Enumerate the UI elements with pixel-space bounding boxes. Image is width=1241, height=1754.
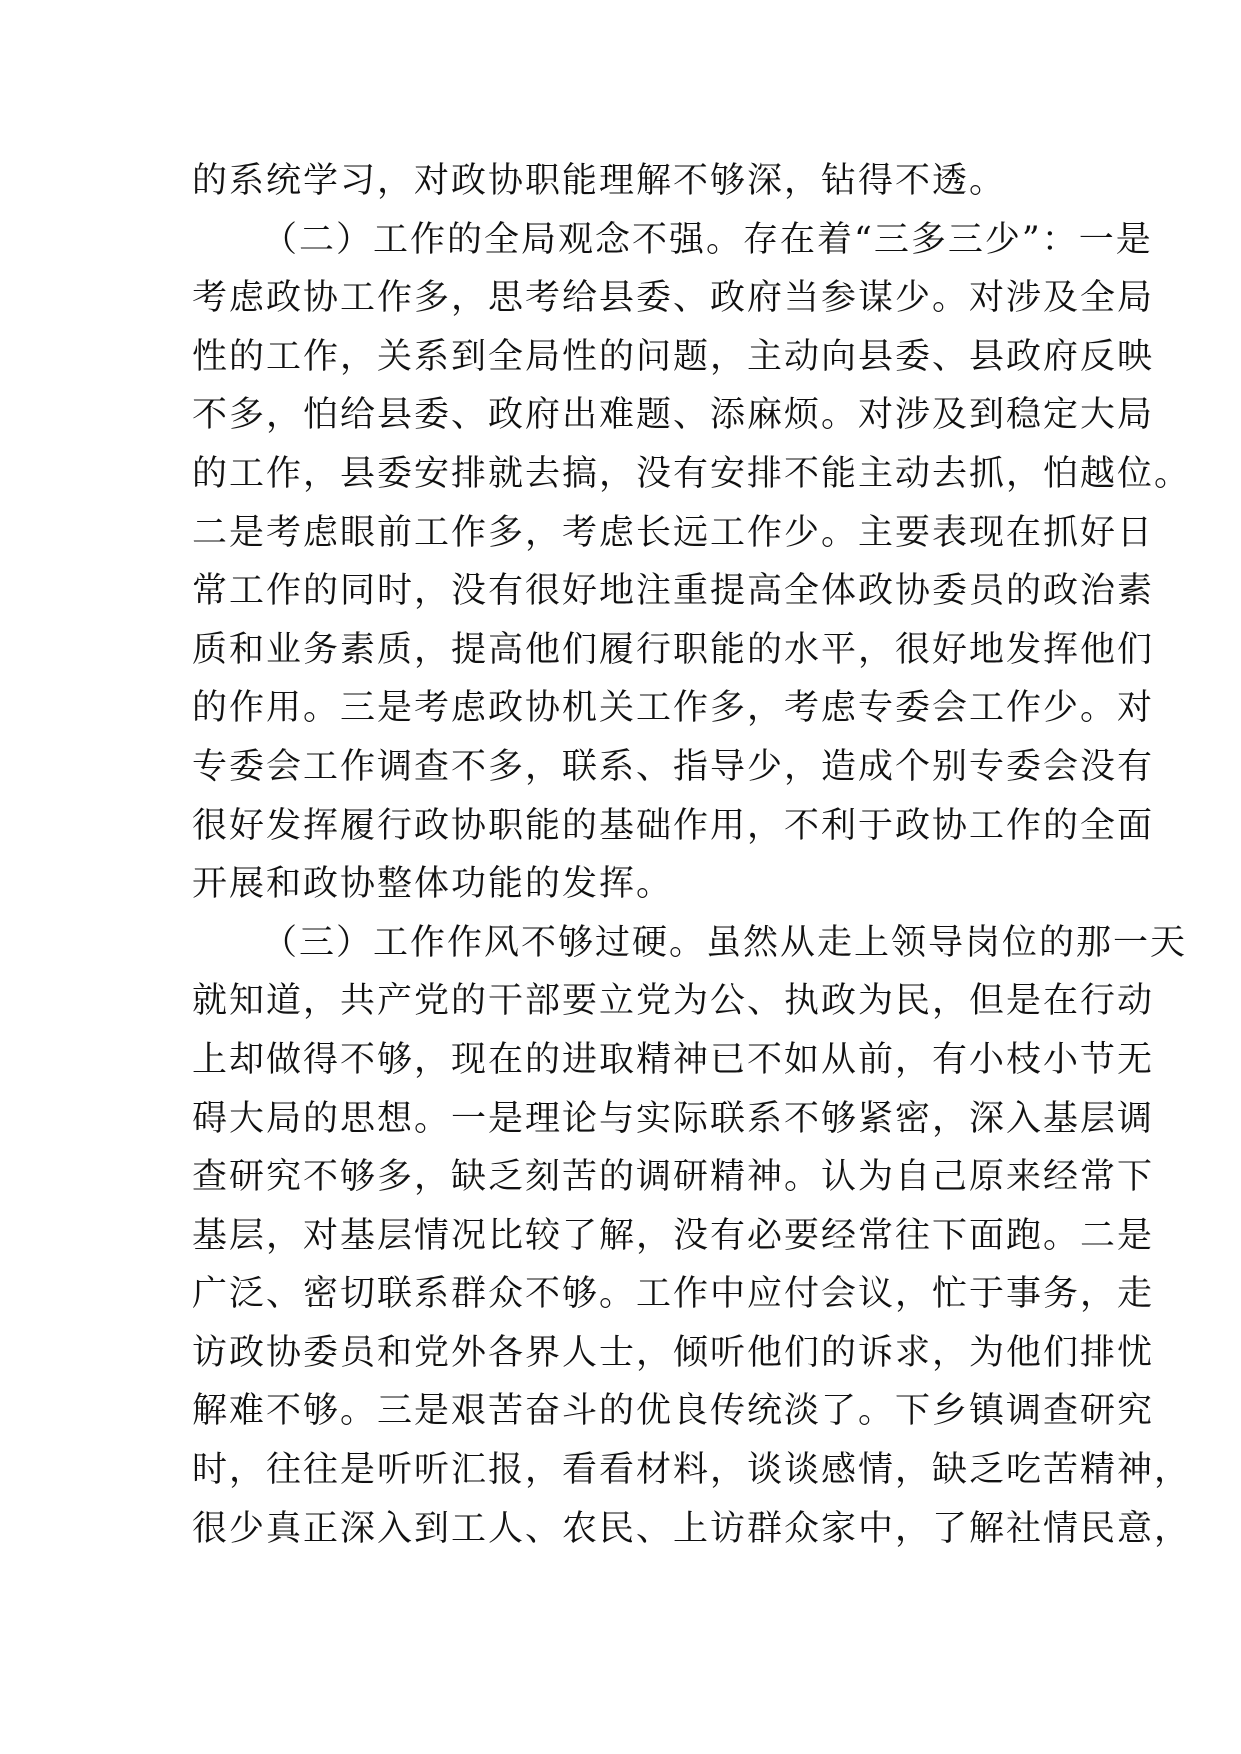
text-line: 考虑政协工作多，思考给县委、政府当参谋少。对涉及全局 [192,278,1155,319]
text-line: （三）工作作风不够过硬。虽然从走上领导岗位的那一天 [262,922,1188,963]
text-line: 就知道，共产党的干部要立党为公、执政为民，但是在行动 [192,981,1155,1022]
text-line: 很少真正深入到工人、农民、上访群众家中，了解社情民意， [192,1508,1192,1549]
text-line: 解难不够。三是艰苦奋斗的优良传统淡了。下乡镇调查研究 [192,1391,1155,1432]
text-line: 专委会工作调查不多，联系、指导少，造成个别专委会没有 [192,746,1155,787]
text-line: 很好发挥履行政协职能的基础作用，不利于政协工作的全面 [192,805,1155,846]
text-line: 开展和政协整体功能的发挥。 [192,864,674,905]
text-line: 的工作，县委安排就去搞，没有安排不能主动去抓，怕越位。 [192,453,1192,494]
text-line: 的作用。三是考虑政协机关工作多，考虑专委会工作少。对 [192,688,1155,729]
text-line: 基层，对基层情况比较了解，没有必要经常往下面跑。二是 [192,1215,1155,1256]
text-line: 访政协委员和党外各界人士，倾听他们的诉求，为他们排忧 [192,1332,1155,1373]
text-line: 常工作的同时，没有很好地注重提高全体政协委员的政治素 [192,571,1155,612]
text-line: 上却做得不够，现在的进取精神已不如从前，有小枝小节无 [192,1039,1155,1080]
text-line: 时，往往是听听汇报，看看材料，谈谈感情，缺乏吃苦精神， [192,1450,1192,1491]
text-line: 碍大局的思想。一是理论与实际联系不够紧密，深入基层调 [192,1098,1155,1139]
text-line: 查研究不够多，缺乏刻苦的调研精神。认为自己原来经常下 [192,1157,1155,1198]
text-line: 不多，怕给县委、政府出难题、添麻烦。对涉及到稳定大局 [192,395,1155,436]
text-line: （二）工作的全局观念不强。存在着“三多三少”：一是 [262,219,1153,260]
text-line: 二是考虑眼前工作多，考虑长远工作少。主要表现在抓好日 [192,512,1155,553]
text-line: 质和业务素质，提高他们履行职能的水平，很好地发挥他们 [192,629,1155,670]
text-line: 性的工作，关系到全局性的问题，主动向县委、县政府反映 [192,336,1155,377]
text-line: 广泛、密切联系群众不够。工作中应付会议，忙于事务，走 [192,1274,1155,1315]
text-line: 的系统学习，对政协职能理解不够深，钻得不透。 [192,161,1007,201]
document-body [192,152,1192,1558]
